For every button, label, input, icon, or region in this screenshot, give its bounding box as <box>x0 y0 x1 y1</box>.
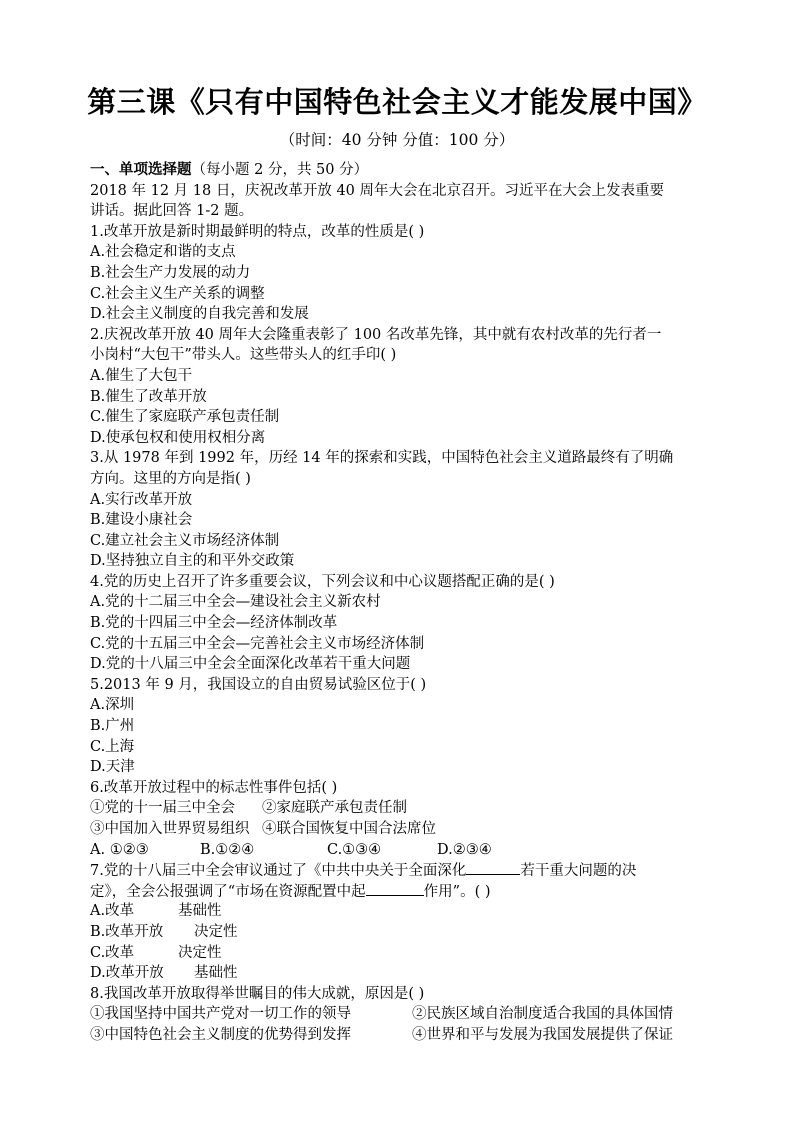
q7-stem-part-1: 7.党的十八届三中全会审议通过了《中共中央关于全面深化 <box>90 863 467 880</box>
exam-time-score: （时间：40 分钟 分值：100 分） <box>279 131 515 149</box>
intro-line-2: 讲话。据此回答 1-2 题。 <box>90 203 254 220</box>
section-note: （每小题 2 分，共 50 分） <box>191 162 369 178</box>
q8-item-4: ④世界和平与发展为我国发展提供了保证 <box>412 1026 673 1043</box>
q3-option-c[interactable]: C.建立社会主义市场经济体制 <box>90 532 280 549</box>
q6-item-3: ③中国加入世界贸易组织 <box>90 821 250 837</box>
q2-option-d[interactable]: D.使承包权和使用权相分离 <box>90 429 266 446</box>
q7-option-b[interactable] <box>90 922 710 943</box>
q5-option-c[interactable]: C.上海 <box>90 738 135 755</box>
q6-choice-a[interactable]: A. ①②③ <box>90 841 149 858</box>
question-5-stem: 5.2013 年 9 月，我国设立的自由贸易试验区位于( ) <box>90 676 427 693</box>
q7-option-c[interactable] <box>90 943 710 964</box>
q4-option-d[interactable]: D.党的十八届三中全会全面深化改革若干重大问题 <box>90 656 411 673</box>
q6-item-2: ②家庭联产承包责任制 <box>262 800 407 817</box>
q7-stem-part-4: 作用”。( ) <box>423 883 491 900</box>
question-2-stem-line-2: 小岗村“大包干”带头人。这些带头人的红手印( ) <box>90 347 397 364</box>
q7-option-a[interactable] <box>90 901 710 922</box>
q8-item-3: ③中国特色社会主义制度的优势得到发挥 <box>90 1026 351 1043</box>
q8-items-row-1 <box>90 1004 710 1025</box>
question-3-stem-line-2: 方向。这里的方向是指( ) <box>90 470 251 487</box>
section-heading-text: 一、单项选择题 <box>90 161 192 178</box>
q2-option-c[interactable]: C.催生了家庭联产承包责任制 <box>90 409 280 426</box>
question-2-stem-line-1: 2.庆祝改革开放 40 周年大会隆重表彰了 100 名改革先锋，其中就有农村改革的先行者一 <box>90 326 662 343</box>
q6-choice-c[interactable]: C.①③④ <box>327 841 382 858</box>
q1-option-a[interactable]: A.社会稳定和谐的支点 <box>90 244 236 261</box>
q7-option-a-label: A.改革 <box>90 903 135 920</box>
section-heading <box>90 160 710 181</box>
q1-option-c[interactable]: C.社会主义生产关系的调整 <box>90 285 265 302</box>
q4-option-a[interactable]: A.党的十二届三中全会—建设社会主义新农村 <box>90 594 381 611</box>
q1-option-d[interactable]: D.社会主义制度的自我完善和发展 <box>90 306 309 323</box>
q7-stem-part-2: 若干重大问题的决 <box>520 863 637 880</box>
q3-option-b[interactable]: B.建设小康社会 <box>90 512 193 529</box>
q1-option-b[interactable]: B.社会生产力发展的动力 <box>90 264 251 281</box>
q7-option-c-value: 决定性 <box>178 944 222 961</box>
q6-choices-row <box>90 840 710 861</box>
q3-option-a[interactable]: A.实行改革开放 <box>90 491 193 508</box>
q8-item-2: ②民族区域自治制度适合我国的具体国情 <box>412 1006 673 1023</box>
exam-body <box>90 160 710 1046</box>
q5-option-b[interactable]: B.广州 <box>90 718 135 735</box>
q7-option-b-label: B.改革开放 <box>90 923 164 940</box>
question-6-stem: 6.改革开放过程中的标志性事件包括( ) <box>90 779 338 796</box>
q7-blank-2 <box>366 881 424 896</box>
page-title: 第三课《只有中国特色社会主义才能发展中国》 <box>87 85 707 119</box>
question-7-stem-line-2 <box>90 881 710 902</box>
q6-items-row-2 <box>90 819 710 840</box>
q7-stem-part-3: 定》，全会公报强调了“市场在资源配置中起 <box>90 883 366 900</box>
q7-blank-1 <box>466 860 520 875</box>
question-8-stem: 8.我国改革开放取得举世瞩目的伟大成就，原因是( ) <box>90 985 425 1002</box>
q2-option-b[interactable]: B.催生了改革开放 <box>90 388 207 405</box>
q6-items-row-1 <box>90 798 710 819</box>
q7-option-b-value: 决定性 <box>194 923 238 940</box>
question-4-stem: 4.党的历史上召开了许多重要会议，下列会议和中心议题搭配正确的是( ) <box>90 573 555 590</box>
q4-option-c[interactable]: C.党的十五届三中全会—完善社会主义市场经济体制 <box>90 635 425 652</box>
q7-option-c-label: C.改革 <box>90 944 135 961</box>
question-3-stem-line-1: 3.从 1978 年到 1992 年，历经 14 年的探索和实践，中国特色社会主义道路最终有了明确 <box>90 450 674 467</box>
q5-option-a[interactable]: A.深圳 <box>90 697 135 714</box>
intro-line-1: 2018 年 12 月 18 日，庆祝改革开放 40 周年大会在北京召开。习近平在大会上发表重要 <box>90 182 665 199</box>
q7-option-d-value: 基础性 <box>194 965 238 982</box>
q4-option-b[interactable]: B.党的十四届三中全会—经济体制改革 <box>90 615 338 632</box>
q8-item-1: ①我国坚持中国共产党对一切工作的领导 <box>90 1006 351 1023</box>
question-7-stem-line-1 <box>90 860 710 881</box>
q8-items-row-2 <box>90 1025 710 1046</box>
q5-option-d[interactable]: D.天津 <box>90 759 135 776</box>
q2-option-a[interactable]: A.催生了大包干 <box>90 367 193 384</box>
question-1-stem: 1.改革开放是新时期最鲜明的特点，改革的性质是( ) <box>90 223 425 240</box>
q7-option-d[interactable] <box>90 963 710 984</box>
q6-item-1: ①党的十一届三中全会 <box>90 800 235 817</box>
q7-option-a-value: 基础性 <box>178 903 222 920</box>
q7-option-d-label: D.改革开放 <box>90 965 164 982</box>
q3-option-d[interactable]: D.坚持独立自主的和平外交政策 <box>90 553 295 570</box>
q6-choice-d[interactable]: D.②③④ <box>437 841 492 858</box>
q6-choice-b[interactable]: B.①②④ <box>200 841 255 858</box>
q6-item-4: ④联合国恢复中国合法席位 <box>262 821 436 837</box>
